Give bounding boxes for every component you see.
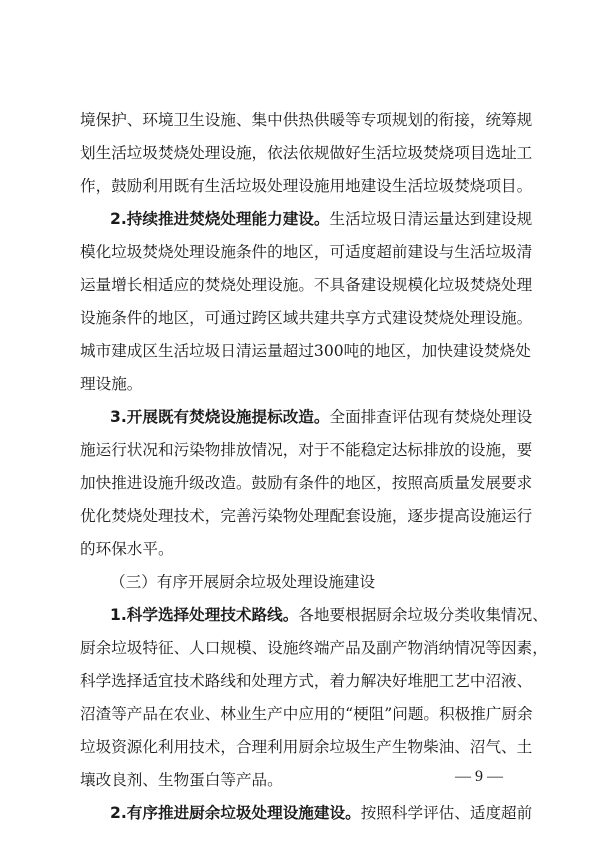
section-lead: 3.开展既有焚烧设施提标改造。 <box>110 408 330 426</box>
text-line: 厨余垃圾特征、人口规模、设施终端产品及副产物消纳情况等因素， <box>80 639 548 657</box>
text-line: 壤改良剂、生物蛋白等产品。 <box>80 771 283 789</box>
text-line: 的环保水平。 <box>80 540 174 558</box>
page-number: — 9 — <box>455 768 503 785</box>
text-line: 设施条件的地区，可通过跨区域共建共享方式建设焚烧处理设施。 <box>80 309 533 327</box>
text-line: 城市建成区生活垃圾日清运量超过300吨的地区，加快建设焚烧处 <box>80 342 531 360</box>
text-line: 作，鼓励利用既有生活垃圾处理设施用地建设生活垃圾焚烧项目。 <box>80 177 533 195</box>
text-line: 施运行状况和污染物排放情况，对于不能稳定达标排放的设施，要 <box>80 441 533 459</box>
section-lead: 2.有序推进厨余垃圾处理设施建设。 <box>110 804 361 822</box>
text-run: 各地要根据厨余垃圾分类收集情况、 <box>298 606 548 624</box>
paragraph-first-line <box>110 402 533 432</box>
text-line: 优化焚烧处理技术，完善污染物处理配套设施，逐步提高设施运行 <box>80 507 533 525</box>
paragraph-first-line <box>110 204 533 234</box>
text-line: 理设施。 <box>80 375 143 393</box>
text-line: 科学选择适宜技术路线和处理方式，着力解决好堆肥工艺中沼液、 <box>80 672 533 690</box>
text-run: 生活垃圾日清运量达到建设规 <box>329 210 533 228</box>
text-line: 划生活垃圾焚烧处理设施，依法依规做好生活垃圾焚烧项目选址工 <box>80 144 533 162</box>
section-lead: 1.科学选择处理技术路线。 <box>110 606 299 624</box>
text-line: 模化垃圾焚烧处理设施条件的地区，可适度超前建设与生活垃圾清 <box>80 243 533 261</box>
text-line: 沼渣等产品在农业、林业生产中应用的“梗阻”问题。积极推广厨余 <box>80 705 533 723</box>
text-line: 境保护、环境卫生设施、集中供热供暖等专项规划的衔接，统筹规 <box>80 111 533 129</box>
section-lead: 2.持续推进焚烧处理能力建设。 <box>110 210 330 228</box>
text-line: 运量增长相适应的焚烧处理设施。不具备建设规模化垃圾焚烧处理 <box>80 276 533 294</box>
text-line: 加快推进设施升级改造。鼓励有条件的地区，按照高质量发展要求 <box>80 474 533 492</box>
text-line: 垃圾资源化利用技术，合理利用厨余垃圾生产生物柴油、沼气、土 <box>80 738 533 756</box>
paragraph-first-line <box>110 600 548 630</box>
text-run: 全面排查评估现有焚烧处理设 <box>329 408 533 426</box>
paragraph-first-line <box>110 798 533 828</box>
section-heading: （三）有序开展厨余垃圾处理设施建设 <box>110 573 376 591</box>
text-run: 按照科学评估、适度超前 <box>360 804 533 822</box>
